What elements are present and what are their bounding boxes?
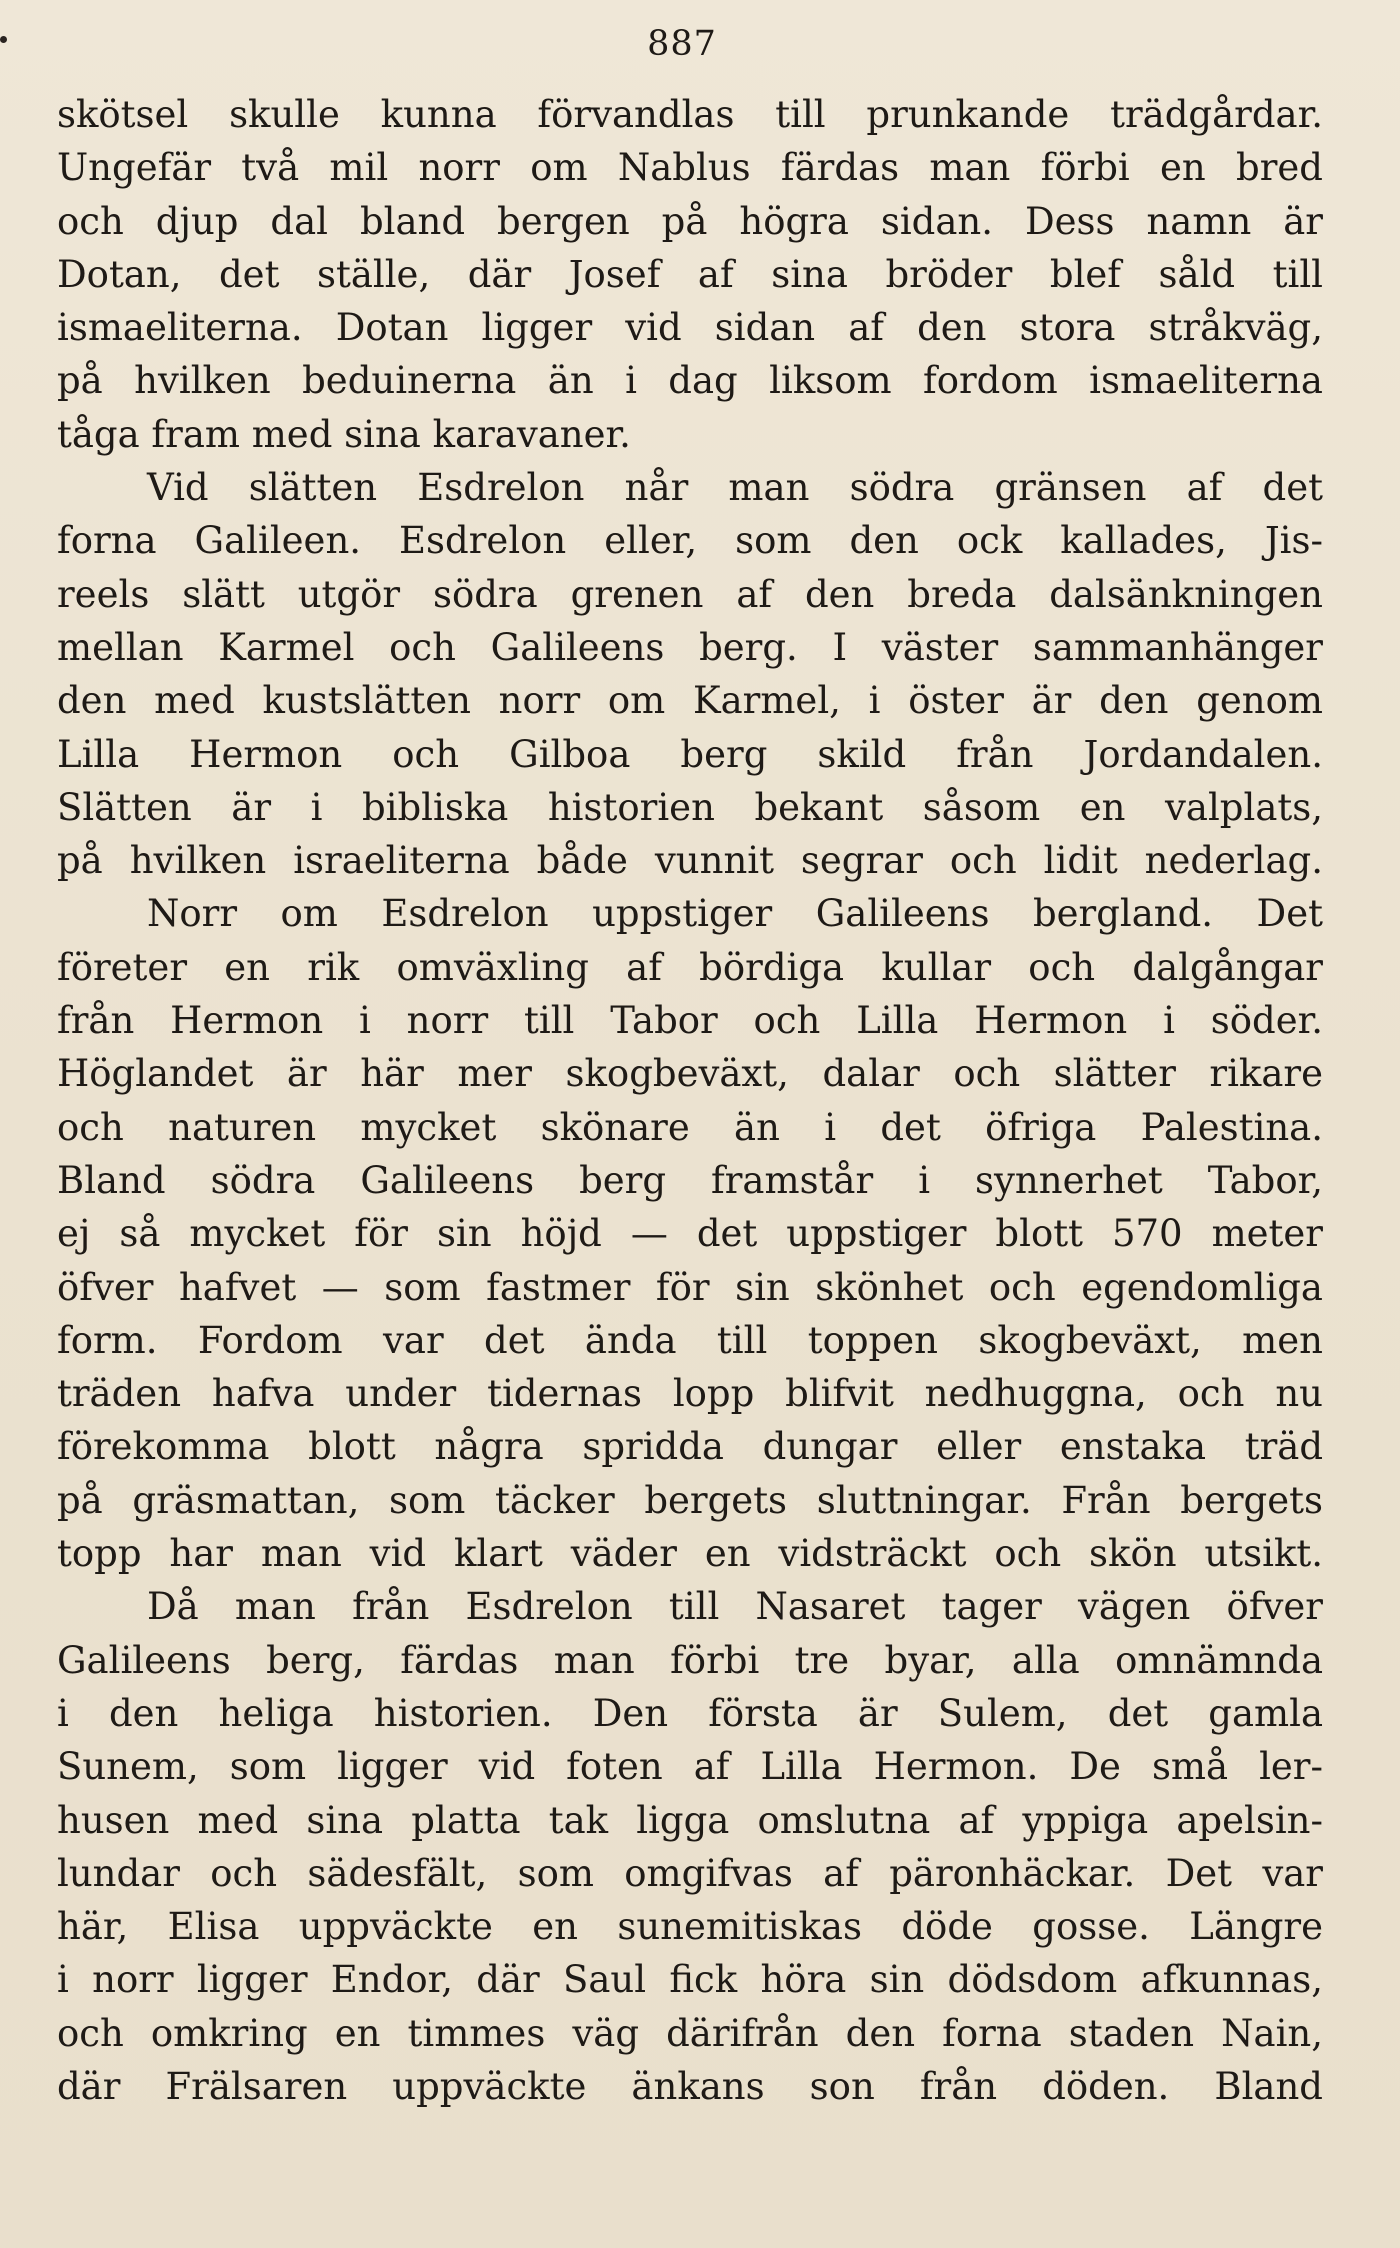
text-line: Galileens berg, färdas man förbi tre byar, alla omnämnda (57, 1638, 1323, 1682)
text-line: Vid slätten Esdrelon når man södra gränsen af det (147, 466, 1323, 510)
page-number: 887 (647, 24, 717, 64)
text-line: i norr ligger Endor, där Saul fick höra sin dödsdom afkunnas, (57, 1958, 1323, 2002)
text-line: husen med sina platta tak ligga omslutna af yppiga apelsin- (57, 1798, 1323, 1842)
text-line: forna Galileen. Esdrelon eller, som den ock kallades, Jis- (57, 519, 1323, 563)
text-line: och naturen mycket skönare än i det öfriga Palestina. (57, 1105, 1323, 1149)
text-line: förekomma blott några spridda dungar eller enstaka träd (57, 1425, 1323, 1469)
text-line: mellan Karmel och Galileens berg. I väster sammanhänger (57, 625, 1323, 669)
text-line: Norr om Esdrelon uppstiger Galileens bergland. Det (147, 892, 1323, 936)
text-line: och omkring en timmes väg därifrån den forna staden Nain, (57, 2011, 1323, 2055)
text-line: Sunem, som ligger vid foten af Lilla Hermon. De små ler- (57, 1745, 1323, 1789)
text-line: Lilla Hermon och Gilboa berg skild från Jordandalen. (57, 732, 1323, 776)
text-line: reels slätt utgör södra grenen af den breda dalsänkningen (57, 572, 1323, 616)
text-line: där Frälsaren uppväckte änkans son från döden. Bland (57, 2064, 1323, 2108)
text-line: i den heliga historien. Den första är Sulem, det gamla (57, 1691, 1323, 1735)
text-line: företer en rik omväxling af bördiga kullar och dalgångar (57, 945, 1323, 989)
text-line: skötsel skulle kunna förvandlas till prunkande trädgårdar. (57, 93, 1323, 136)
text-line: lundar och sädesfält, som omgifvas af päronhäckar. Det var (57, 1851, 1323, 1895)
text-line: här, Elisa uppväckte en sunemitiskas döde gosse. Längre (57, 1905, 1323, 1949)
text-line: på hvilken beduinerna än i dag liksom fordom ismaeliterna (57, 359, 1323, 403)
text-line: Ungefär två mil norr om Nablus färdas man förbi en bred (57, 146, 1323, 190)
text-line: Slätten är i bibliska historien bekant såsom en valplats, (57, 785, 1323, 829)
text-line: ej så mycket för sin höjd — det uppstiger blott 570 meter (57, 1212, 1323, 1256)
text-line: tåga fram med sina karavaner. (57, 412, 631, 456)
text-line: Bland södra Galileens berg framstår i synnerhet Tabor, (57, 1158, 1323, 1202)
body-text (57, 88, 1323, 2113)
text-line: form. Fordom var det ända till toppen skogbeväxt, men (57, 1318, 1323, 1362)
text-line: och djup dal bland bergen på högra sidan. Dess namn är (57, 199, 1323, 243)
text-line: Då man från Esdrelon till Nasaret tager vägen öfver (147, 1585, 1323, 1629)
text-line: Höglandet är här mer skogbeväxt, dalar och slätter rikare (57, 1052, 1323, 1096)
text-line: ismaeliterna. Dotan ligger vid sidan af den stora stråkväg, (57, 306, 1323, 350)
text-line: topp har man vid klart väder en vidsträckt och skön utsikt. (57, 1532, 1323, 1576)
text-line: träden hafva under tidernas lopp blifvit nedhuggna, och nu (57, 1372, 1323, 1416)
text-line: på gräsmattan, som täcker bergets sluttningar. Från bergets (57, 1478, 1323, 1522)
text-line: på hvilken israeliterna både vunnit segrar och lidit nederlag. (57, 839, 1323, 883)
text-line: Dotan, det ställe, där Josef af sina bröder blef såld till (57, 252, 1323, 296)
text-line: den med kustslätten norr om Karmel, i öster är den genom (57, 679, 1323, 723)
text-line: öfver hafvet — som fastmer för sin skönhet och egendomliga (57, 1265, 1323, 1309)
text-line: från Hermon i norr till Tabor och Lilla Hermon i söder. (57, 999, 1323, 1043)
